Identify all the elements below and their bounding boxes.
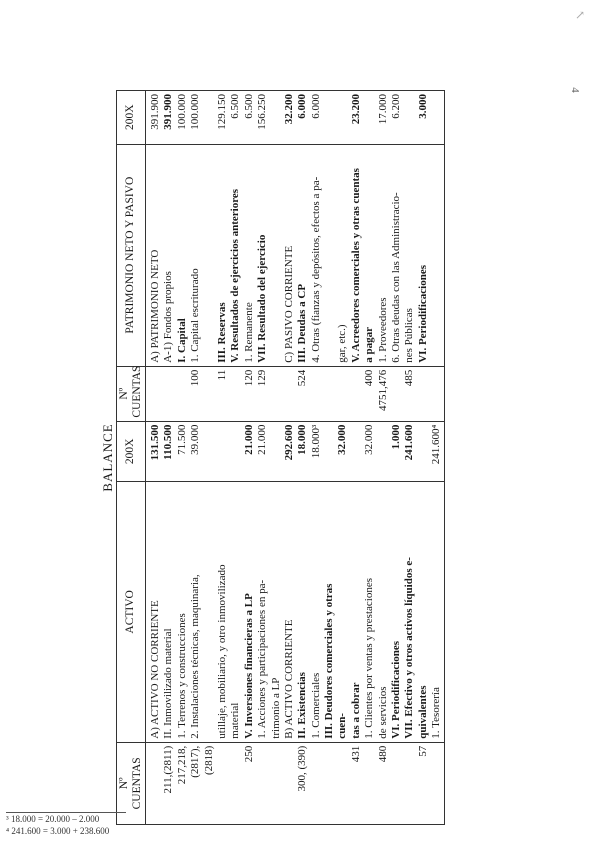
table-line: 110.500 bbox=[162, 424, 175, 460]
table-line: VI. Periodificaciones bbox=[416, 265, 429, 363]
corner-mark: ↗ bbox=[574, 8, 585, 22]
table-line: I. Capital bbox=[175, 318, 188, 363]
table-line: material bbox=[229, 702, 242, 739]
table-line: II. Existencias bbox=[296, 672, 309, 739]
activo-column bbox=[146, 482, 445, 743]
table-line: 1.000 bbox=[390, 424, 403, 450]
table-line: utillaje, mobiliario, y otro inmovilizado bbox=[215, 564, 228, 739]
table-title: BALANCE bbox=[100, 423, 115, 492]
account-number bbox=[283, 746, 296, 821]
table-line: trimonio a LP bbox=[269, 677, 282, 739]
table-line: 241.600 bbox=[403, 424, 416, 461]
table-line: III. Reservas bbox=[215, 302, 228, 363]
table-line: 100.000 bbox=[189, 94, 202, 130]
account-number bbox=[310, 370, 323, 418]
table-line: 6.000 bbox=[296, 94, 309, 119]
table-line bbox=[203, 94, 216, 141]
accounts-right-column bbox=[146, 366, 445, 421]
activo-values-column bbox=[146, 421, 445, 481]
table-line: gar, etc.) bbox=[336, 324, 349, 363]
table-line: II. Inmovilizado material bbox=[162, 628, 175, 739]
header-accounts-right: Nº CUENTAS bbox=[117, 366, 146, 421]
account-number: 400 bbox=[363, 369, 376, 387]
account-number: 4751,476 bbox=[376, 369, 389, 412]
header-year-left: 200X bbox=[117, 421, 146, 481]
table-line: 18.000 bbox=[296, 424, 309, 455]
table-line: 3.000 bbox=[416, 94, 429, 119]
account-number: 300, (390) bbox=[296, 745, 309, 792]
account-number bbox=[270, 370, 283, 418]
account-number bbox=[363, 746, 376, 821]
account-number: 57 bbox=[416, 745, 429, 757]
table-line: VI. Periodificaciones bbox=[390, 640, 403, 739]
table-line: 100.000 bbox=[175, 94, 188, 130]
table-line: 1. Tesorería bbox=[430, 687, 443, 739]
table-line bbox=[323, 94, 336, 141]
table-line: 6. Otras deudas con las Administracio- bbox=[390, 192, 403, 363]
table-line bbox=[270, 94, 283, 141]
table-line: 17.000 bbox=[376, 94, 389, 125]
account-number bbox=[216, 746, 229, 821]
table-line: 21.000 bbox=[242, 424, 255, 455]
account-number bbox=[310, 746, 323, 821]
table-line: 391.900 bbox=[149, 94, 161, 130]
table-line: 1. Acciones y participaciones en pa- bbox=[256, 579, 269, 739]
account-number: 485 bbox=[403, 369, 416, 387]
table-line bbox=[377, 425, 390, 478]
table-line bbox=[403, 94, 416, 141]
table-line: 6.200 bbox=[390, 94, 403, 119]
account-number: 129 bbox=[256, 369, 269, 387]
account-number: 217,218, bbox=[175, 745, 188, 785]
table-line: 21.000 bbox=[256, 424, 269, 455]
table-line bbox=[203, 148, 216, 363]
table-line bbox=[270, 425, 283, 478]
table-line: cuen- bbox=[336, 713, 349, 739]
account-number bbox=[336, 746, 349, 821]
table-line bbox=[417, 425, 430, 478]
table-line: 1. Comerciales bbox=[309, 672, 322, 739]
account-number bbox=[403, 746, 416, 821]
table-line: 1. Terrenos y construcciones bbox=[175, 613, 188, 739]
table-line: 4. Otras (fianzas y depósitos, efectos a pa- bbox=[309, 176, 322, 363]
account-number: (2817), bbox=[189, 745, 202, 778]
footnote-1: ³ 18.000 = 20.000 – 2.000 bbox=[6, 814, 100, 824]
table-line: III. Deudores comerciales y otras bbox=[323, 583, 336, 739]
table-line: 391.900 bbox=[162, 94, 175, 130]
page-number: 4 bbox=[568, 87, 581, 93]
account-number bbox=[350, 370, 363, 418]
account-number bbox=[390, 746, 403, 821]
table-line bbox=[229, 425, 242, 478]
account-number bbox=[336, 370, 349, 418]
header-row bbox=[117, 91, 146, 825]
account-number: 11 bbox=[215, 369, 228, 381]
table-line: 18.000³ bbox=[309, 424, 322, 459]
table-line: 23.200 bbox=[349, 94, 362, 125]
header-year-right: 200X bbox=[117, 91, 146, 145]
table-line bbox=[216, 425, 229, 478]
table-line: III. Deudas a CP bbox=[296, 283, 309, 363]
account-number: 250 bbox=[242, 745, 255, 763]
table-line: quivalentes bbox=[416, 685, 429, 739]
table-line bbox=[203, 485, 216, 739]
account-number: 480 bbox=[376, 745, 389, 763]
footnote-2: ⁴ 241.600 = 3.000 + 238.600 bbox=[6, 826, 110, 836]
table-line bbox=[323, 148, 336, 363]
account-number bbox=[270, 746, 283, 821]
account-number: 100 bbox=[189, 369, 202, 387]
table-line: 1. Remanente bbox=[242, 302, 255, 363]
table-line: 1. Proveedores bbox=[376, 297, 389, 363]
table-line: 39.000 bbox=[189, 424, 202, 455]
table-line: 6.500 bbox=[242, 94, 255, 119]
table-line bbox=[323, 425, 336, 478]
table-line bbox=[363, 94, 376, 141]
table-line: a pagar bbox=[363, 327, 376, 363]
table-line: 292.600 bbox=[282, 424, 295, 461]
account-number bbox=[149, 370, 162, 418]
table-line: VII. Resultado del ejercicio bbox=[256, 234, 269, 363]
accounts-left-column bbox=[146, 742, 445, 824]
table-line: 6.000 bbox=[309, 94, 322, 119]
table-line: V. Resultados de ejercicios anteriores bbox=[229, 188, 242, 363]
table-line: V. Acreedores comerciales y otras cuentas bbox=[349, 168, 362, 363]
table-line: 156.250 bbox=[256, 94, 269, 130]
table-line bbox=[350, 425, 363, 478]
table-line: tas a cobrar bbox=[349, 682, 362, 739]
balance-table bbox=[116, 90, 445, 825]
table-line: A) PATRIMONIO NETO bbox=[149, 249, 161, 363]
table-line bbox=[270, 148, 283, 363]
account-number bbox=[229, 370, 242, 418]
table-line: 129.150 bbox=[215, 94, 228, 130]
table-line: A-1) Fondos propios bbox=[162, 271, 175, 363]
account-number: (2818) bbox=[202, 745, 215, 776]
table-line: 32.200 bbox=[282, 94, 295, 125]
header-accounts-left: Nº CUENTAS bbox=[117, 742, 146, 824]
table-line: 241.600⁴ bbox=[430, 424, 443, 465]
table-line: VII. Efectivo y otros activos líquidos e- bbox=[403, 557, 416, 739]
account-number bbox=[149, 746, 162, 821]
account-number bbox=[323, 746, 336, 821]
table-line: A) ACTIVO NO CORRIENTE bbox=[149, 600, 161, 739]
account-number bbox=[323, 370, 336, 418]
body-row bbox=[146, 91, 445, 825]
table-line: 71.500 bbox=[175, 424, 188, 455]
account-number bbox=[283, 370, 296, 418]
table-line: nes Públicas bbox=[403, 308, 416, 363]
table-line: 6.500 bbox=[229, 94, 242, 119]
table-line: 2. Instalaciones técnicas, maquinaria, bbox=[189, 574, 202, 739]
table-line bbox=[336, 94, 349, 141]
account-number: 120 bbox=[242, 369, 255, 387]
account-number: 211,(2811) bbox=[162, 745, 175, 794]
account-number bbox=[176, 370, 189, 418]
pasivo-values-column bbox=[146, 91, 445, 145]
table-line: 1. Clientes por ventas y prestaciones bbox=[363, 578, 376, 739]
table-line: 1. Capital escriturado bbox=[189, 268, 202, 363]
account-number bbox=[256, 746, 269, 821]
rotated-balance-sheet bbox=[100, 90, 530, 825]
account-number: 524 bbox=[296, 369, 309, 387]
account-number bbox=[229, 746, 242, 821]
table-line: 32.000 bbox=[363, 424, 376, 455]
table-line: B) ACTIVO CORRIENTE bbox=[282, 619, 295, 739]
table-line: de servicios bbox=[376, 686, 389, 739]
table-line: C) PASIVO CORRIENTE bbox=[282, 245, 295, 363]
header-activo: ACTIVO bbox=[117, 482, 146, 743]
account-number: 431 bbox=[349, 745, 362, 763]
account-number bbox=[203, 370, 216, 418]
table-line: 32.000 bbox=[336, 424, 349, 455]
header-pasivo: PATRIMONIO NETO Y PASIVO bbox=[117, 144, 146, 366]
pasivo-column bbox=[146, 144, 445, 366]
table-line: 131.500 bbox=[149, 424, 161, 461]
account-number bbox=[390, 370, 403, 418]
table-line: V. Inversiones financieras a LP bbox=[242, 593, 255, 739]
account-number bbox=[162, 370, 175, 418]
table-line bbox=[203, 425, 216, 478]
